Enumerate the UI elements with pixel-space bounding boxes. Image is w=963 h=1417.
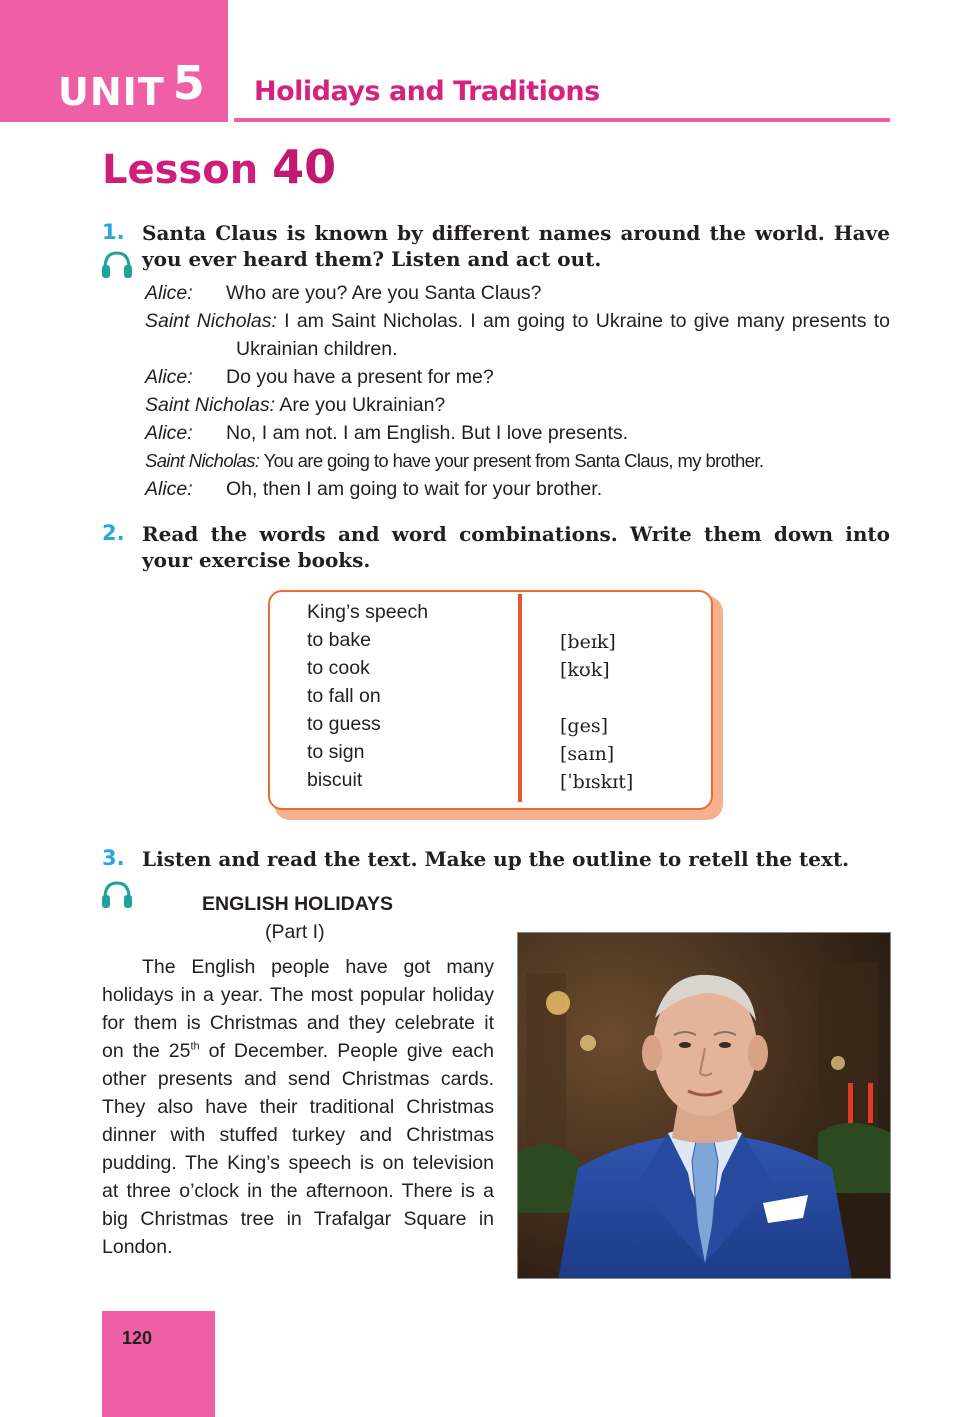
line-text: Oh, then I am going to wait for your brother. [226, 478, 603, 500]
reading-text-title: ENGLISH HOLIDAYS [202, 893, 394, 915]
dialogue-line [145, 307, 890, 363]
headphones-icon [100, 250, 134, 280]
headphones-icon [100, 880, 134, 910]
vocab-transcription: [ˈbɪskɪt] [560, 771, 634, 793]
speaker: Alice: [145, 422, 193, 444]
page-number: 120 [122, 1328, 153, 1348]
unit-label: UNIT 5 [58, 56, 206, 114]
lesson-number: 40 [272, 140, 337, 194]
header-rule [234, 118, 890, 122]
vocab-word: to cook [307, 657, 370, 679]
speaker: Alice: [145, 478, 193, 500]
unit-number: 5 [172, 56, 206, 110]
exercise-3-number: 3. [102, 846, 125, 870]
line-text: Do you have a present for me? [226, 366, 494, 388]
dialogue-line [145, 363, 890, 391]
reading-text-body: The English people have got many holidays in a year. The most popular holiday for them is Christmas and they celebrate it on the 25th of December. People give each other presents and send Christmas cards. They also have their traditional Christmas dinner with stuffed turkey and Christmas pudding. The King’s speech is on television at three o’clock in the afternoon. There is a big Christmas tree in Trafalgar Square in London. [102, 956, 494, 1258]
dialogue-line [145, 391, 890, 419]
king-portrait-photo [517, 932, 891, 1279]
vocab-word: to fall on [307, 685, 381, 707]
vocab-word: King’s speech [307, 601, 429, 623]
vocab-word: to sign [307, 741, 365, 763]
exercise-1-number: 1. [102, 220, 125, 244]
line-text: No, I am not. I am English. But I love presents. [226, 422, 629, 444]
vocab-transcription: [beɪk] [560, 631, 616, 653]
speaker: Saint Nicholas: [145, 394, 276, 416]
exercise-1-instruction: Santa Claus is known by different names around the world. Have you ever heard them? Listen and act out. [142, 221, 890, 271]
speaker: Alice: [145, 366, 193, 388]
line-text: Are you Ukrainian? [279, 394, 446, 416]
exercise-2-number: 2. [102, 521, 125, 545]
dialogue-line [145, 475, 890, 503]
lesson-title: Lesson 40 [102, 140, 337, 194]
line-text: Who are you? Are you Santa Claus? [226, 282, 542, 304]
dialogue-line [145, 447, 890, 475]
exercise-2-instruction: Read the words and word combinations. Write them down into your exercise books. [142, 522, 890, 572]
vocab-transcription: [saɪn] [560, 743, 615, 765]
speaker: Saint Nicholas: [145, 450, 260, 471]
vocab-transcription: [kʊk] [560, 659, 610, 681]
speaker: Alice: [145, 282, 193, 304]
dialogue-line [145, 419, 890, 447]
reading-text-part: (Part I) [265, 921, 325, 943]
line-text: I am Saint Nicholas. I am going to Ukraine to give many presents to Ukrainian children. [236, 310, 890, 360]
page-number-box [102, 1311, 215, 1417]
vocab-word: to bake [307, 629, 371, 651]
vocab-word: to guess [307, 713, 381, 735]
vocab-transcription: [ges] [560, 715, 608, 737]
speaker: Saint Nicholas: [145, 310, 277, 332]
dialogue-line [145, 279, 890, 307]
exercise-3-instruction: Listen and read the text. Make up the outline to retell the text. [142, 847, 850, 871]
vocabulary-divider [518, 594, 522, 802]
vocab-word: biscuit [307, 769, 363, 791]
line-text: You are going to have your present from Santa Claus, my brother. [263, 450, 764, 471]
unit-title: Holidays and Traditions [254, 76, 600, 107]
